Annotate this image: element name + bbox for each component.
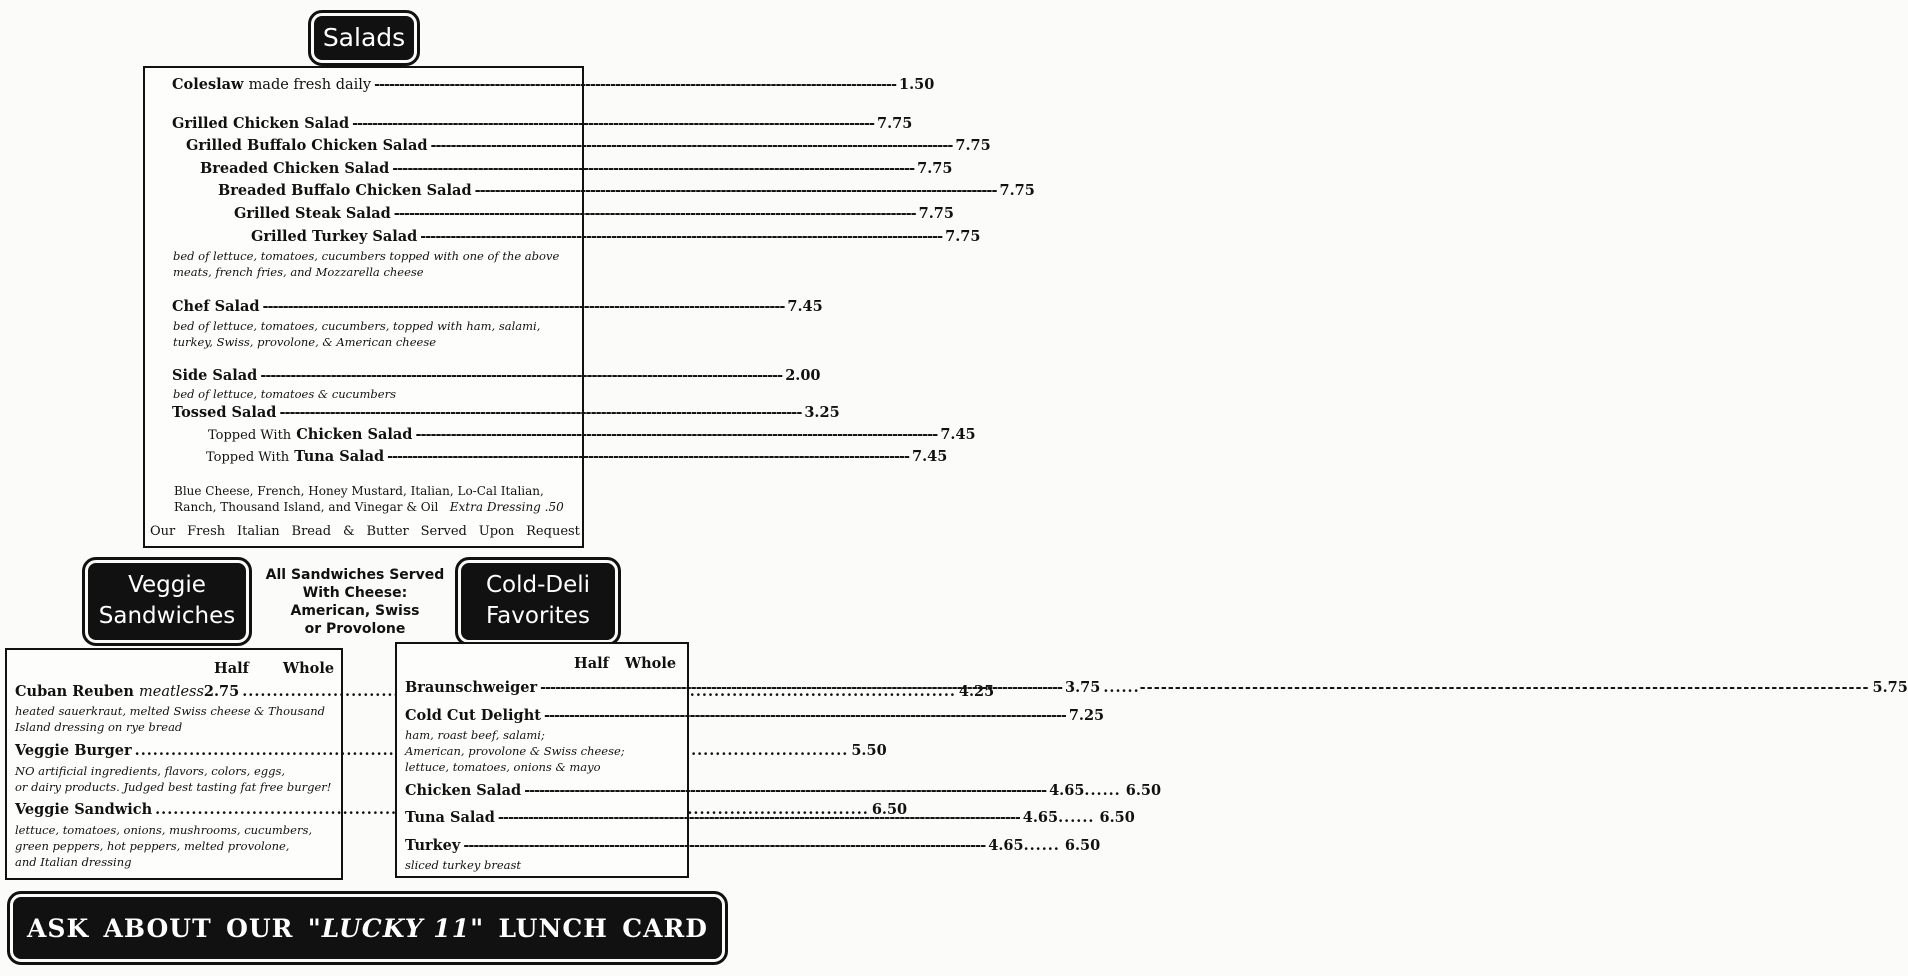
- veggie-sandwiches-tag: Veggie Sandwiches: [88, 563, 246, 640]
- veggie-sandwich-description: lettuce, tomatoes, onions, mushrooms, cucumbers, green peppers, hot peppers, melted provolone, and Italian dressing: [15, 823, 313, 869]
- dressing-options: Blue Cheese, French, Honey Mustard, Italian, Lo-Cal Italian, Ranch, Thousand Island, and Vinegar & Oil Extra Dressing .50: [174, 484, 564, 514]
- salad-item-coleslaw: Coleslaw made fresh daily ----- 1.50: [172, 76, 557, 93]
- salad-item-grilled-chicken: Grilled Chicken Salad ----- 7.75: [172, 115, 557, 132]
- salad-item-side: Side Salad ----- 2.00: [172, 367, 557, 384]
- deli-item-cold-cut-delight: Cold Cut Delight ----- 7.25: [405, 707, 677, 724]
- deli-column-headers: Half Whole: [574, 655, 677, 672]
- side-salad-description: bed of lettuce, tomatoes & cucumbers: [173, 387, 396, 401]
- salad-item-grilled-buffalo-chicken: Grilled Buffalo Chicken Salad ----- 7.75: [186, 137, 557, 154]
- salads-title: Salads: [322, 23, 406, 52]
- veggie-item-cuban-reuben: Cuban Reuben meatless 2.75 ..... 4.25: [15, 683, 332, 700]
- salad-item-breaded-buffalo-chicken: Breaded Buffalo Chicken Salad ----- 7.75: [218, 182, 557, 199]
- salad-item-chef: Chef Salad ----- 7.45: [172, 298, 557, 315]
- veggie-item-burger: Veggie Burger ..... 5.50: [15, 742, 321, 759]
- lucky-11-banner: ASK ABOUT OUR "LUCKY 11" LUNCH CARD: [13, 897, 722, 959]
- deli-item-tuna-salad: Tuna Salad ----- 4.65 ...... 6.50: [405, 809, 677, 826]
- salad-item-grilled-turkey: Grilled Turkey Salad ----- 7.75: [251, 228, 557, 245]
- extra-dressing-price: Extra Dressing .50: [449, 500, 564, 514]
- bread-request-line: Our Fresh Italian Bread & Butter Served Upon Request: [150, 524, 580, 539]
- turkey-description: sliced turkey breast: [405, 858, 522, 872]
- veggie-burger-description: NO artificial ingredients, flavors, colors, eggs, or dairy products. Judged best tasting fat free burger!: [15, 764, 332, 794]
- deli-item-braunschweiger: Braunschweiger ----- 3.75 ...... ----- 5.75: [405, 679, 677, 696]
- deli-item-chicken-salad: Chicken Salad ----- 4.65 ...... 6.50: [405, 782, 677, 799]
- veggie-column-headers: Half Whole: [214, 660, 335, 677]
- chef-salad-description: bed of lettuce, tomatoes, cucumbers, topped with ham, salami, turkey, Swiss, provolone, & American cheese: [173, 319, 541, 349]
- cold-cut-delight-description: ham, roast beef, salami; American, provolone & Swiss cheese; lettuce, tomatoes, onions & mayo: [405, 728, 625, 774]
- cuban-reuben-description: heated sauerkraut, melted Swiss cheese & Thousand Island dressing on rye bread: [15, 704, 325, 734]
- cheese-notice: All Sandwiches Served With Cheese: American, Swiss or Provolone: [265, 567, 445, 637]
- salad-item-grilled-steak: Grilled Steak Salad ----- 7.75: [234, 205, 557, 222]
- salad-item-tossed: Tossed Salad ----- 3.25: [172, 404, 557, 421]
- salads-title-tag: [314, 16, 414, 60]
- grilled-salads-description: bed of lettuce, tomatoes, cucumbers topped with one of the above meats, french fries, and Mozzarella cheese: [173, 249, 560, 279]
- lucky-11-name: "LUCKY 11": [307, 913, 485, 943]
- salad-item-breaded-chicken: Breaded Chicken Salad ----- 7.75: [200, 160, 557, 177]
- veggie-item-sandwich: Veggie Sandwich ..... 6.50: [15, 801, 321, 818]
- salad-item-topped-tuna: Topped With Tuna Salad ----- 7.45: [206, 448, 557, 465]
- cold-deli-favorites-tag: Cold-Deli Favorites: [461, 563, 615, 640]
- deli-item-turkey: Turkey ----- 4.65 ...... 6.50: [405, 837, 677, 854]
- salad-item-topped-chicken: Topped With Chicken Salad ----- 7.45: [208, 426, 557, 443]
